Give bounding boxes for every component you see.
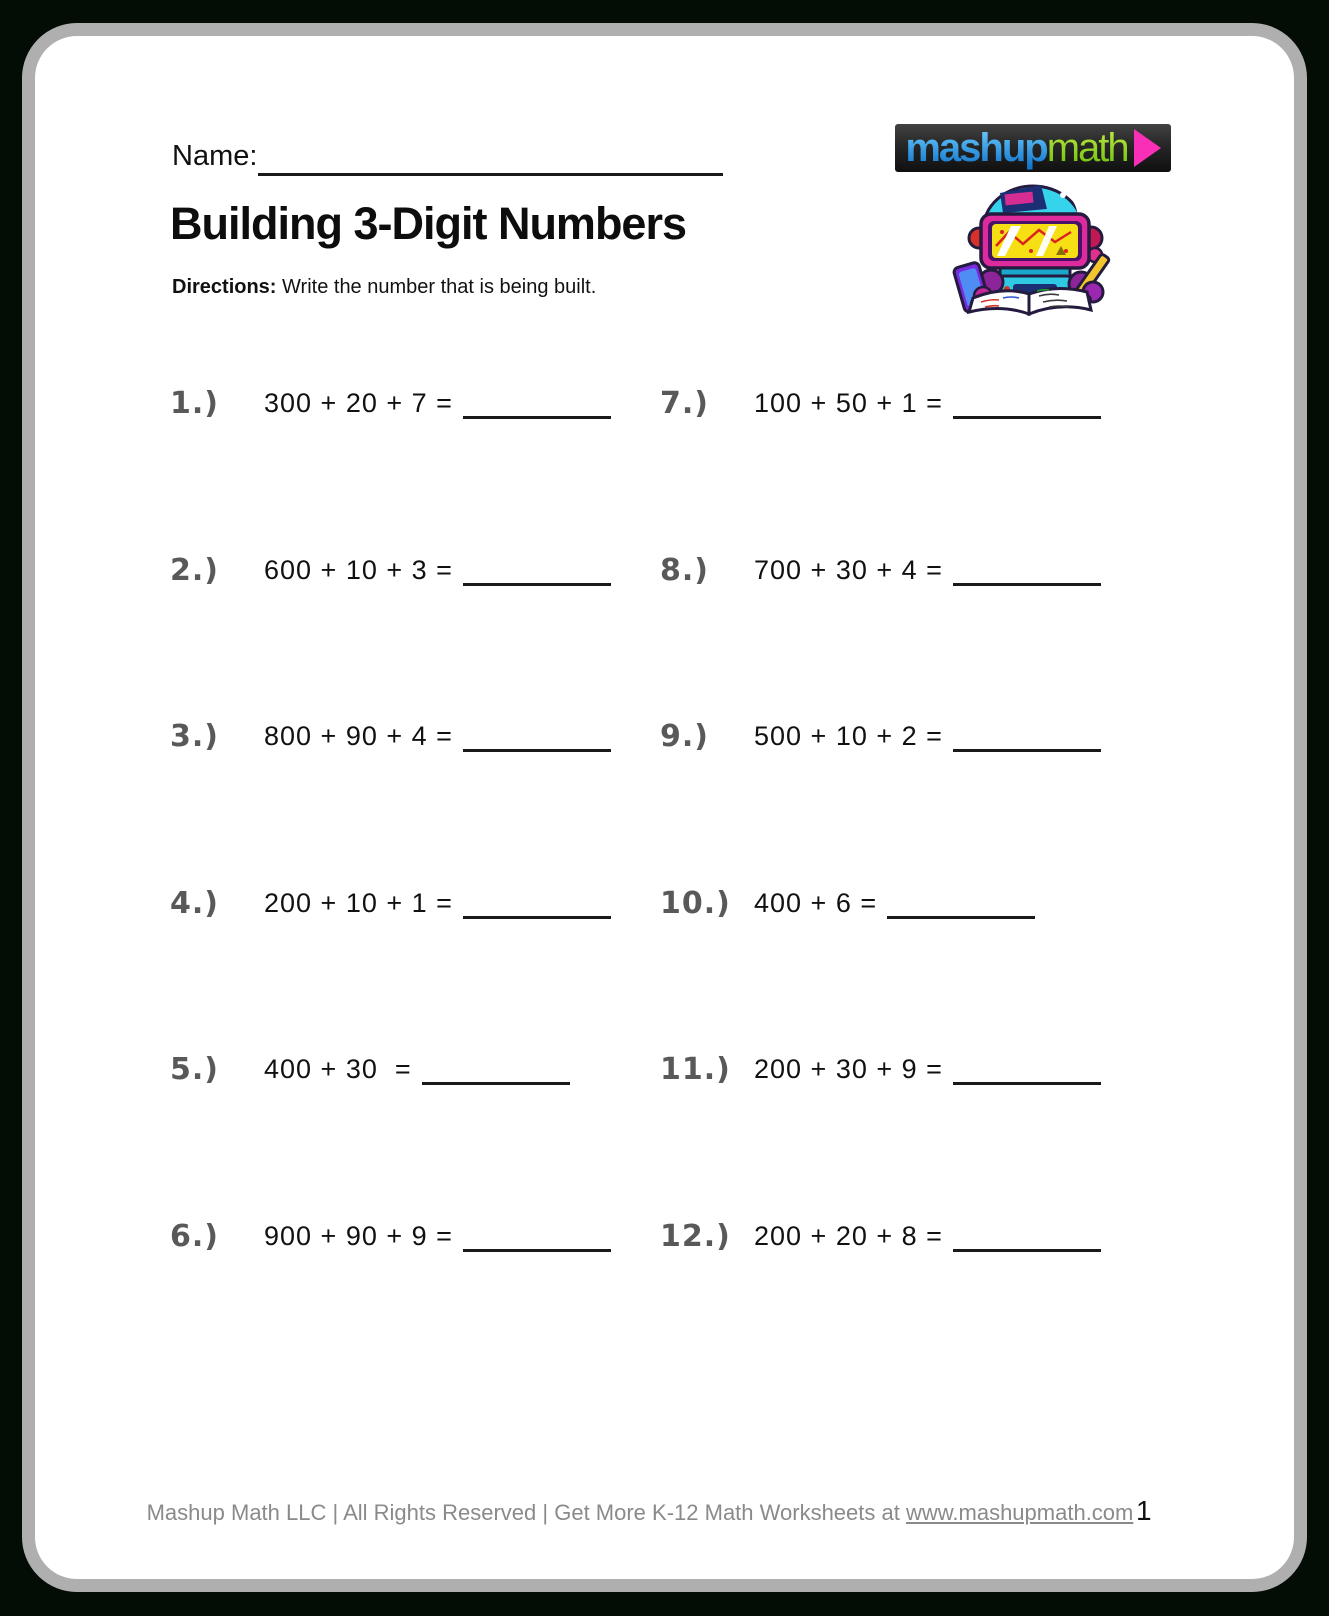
name-label: Name: <box>172 140 258 172</box>
answer-blank <box>953 553 1101 586</box>
problem-expression: 800 + 90 + 4 = <box>264 721 453 751</box>
problem-expression: 400 + 6 = <box>754 887 878 918</box>
directions <box>172 276 596 299</box>
problem-2 <box>170 529 660 696</box>
problem-6 <box>170 1195 660 1362</box>
name-row <box>172 140 257 173</box>
problem-12 <box>660 1195 1175 1362</box>
footer-text: Mashup Math LLC | All Rights Reserved | Get More K-12 Math Worksheets at <box>146 1500 906 1525</box>
problem-11 <box>660 1028 1175 1195</box>
problem-number: 4.) <box>170 885 219 921</box>
problem-number: 11.) <box>660 1052 731 1087</box>
problem-number: 12.) <box>660 1218 731 1254</box>
problem-expression: 100 + 50 + 1 = <box>754 388 943 418</box>
answer-blank <box>953 1052 1101 1085</box>
footer <box>35 1500 1245 1526</box>
answer-blank <box>887 886 1035 919</box>
problem-number: 5.) <box>170 1052 219 1087</box>
footer-link[interactable]: www.mashupmath.com <box>905 1500 1134 1525</box>
problem-1 <box>170 362 660 529</box>
problem-expression: 600 + 10 + 3 = <box>264 554 453 585</box>
problem-number: 6.) <box>170 1218 219 1254</box>
problem-number: 2.) <box>170 552 219 588</box>
answer-blank <box>463 719 611 752</box>
problem-expression: 700 + 30 + 4 = <box>754 554 943 585</box>
answer-blank <box>953 1219 1101 1252</box>
problem-number: 3.) <box>170 719 219 754</box>
answer-blank <box>463 553 611 586</box>
answer-blank <box>422 1052 570 1085</box>
problem-number: 10.) <box>660 885 731 921</box>
problem-7 <box>660 362 1175 529</box>
name-blank-line <box>258 143 723 176</box>
answer-blank <box>463 386 611 419</box>
problem-expression: 400 + 30 = <box>264 1054 412 1084</box>
answer-blank <box>953 719 1101 752</box>
problem-expression: 200 + 20 + 8 = <box>754 1220 943 1251</box>
problem-9 <box>660 695 1175 862</box>
problem-5 <box>170 1028 660 1195</box>
problem-3 <box>170 695 660 862</box>
problems-grid <box>170 362 1175 1364</box>
robot-illustration-icon <box>944 166 1116 316</box>
problem-number: 9.) <box>660 719 709 754</box>
problem-4 <box>170 862 660 1029</box>
problem-expression: 200 + 30 + 9 = <box>754 1054 943 1084</box>
problem-expression: 900 + 90 + 9 = <box>264 1220 453 1251</box>
problem-expression: 200 + 10 + 1 = <box>264 887 453 918</box>
page-title: Building 3-Digit Numbers <box>170 198 686 249</box>
directions-label: Directions: <box>172 276 277 298</box>
problem-8 <box>660 529 1175 696</box>
play-icon <box>1134 129 1161 167</box>
mashupmath-logo <box>895 124 1171 172</box>
logo-word-math: math <box>1046 125 1128 170</box>
problem-10 <box>660 862 1175 1029</box>
directions-text: Write the number that is being built. <box>276 276 597 298</box>
problem-expression: 500 + 10 + 2 = <box>754 721 943 751</box>
logo-word-mashup: mashup <box>905 125 1047 170</box>
page-number: 1 <box>1136 1495 1152 1526</box>
problem-number: 8.) <box>660 552 709 588</box>
problem-expression: 300 + 20 + 7 = <box>264 388 453 418</box>
answer-blank <box>463 1219 611 1252</box>
problem-number: 7.) <box>660 386 709 421</box>
answer-blank <box>463 886 611 919</box>
problem-number: 1.) <box>170 386 219 421</box>
answer-blank <box>953 386 1101 419</box>
